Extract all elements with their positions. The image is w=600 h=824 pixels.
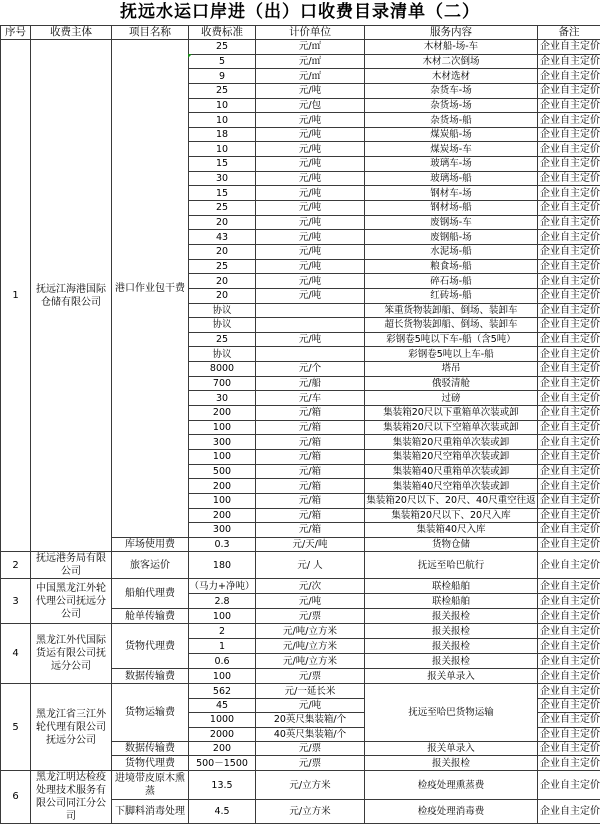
pricing-unit: 元/票 — [256, 609, 365, 624]
fee-standard: 180 — [189, 552, 256, 579]
service-content: 过磅 — [365, 391, 538, 406]
service-content: 红砖场-船 — [365, 288, 538, 303]
pricing-unit: 元/ 人 — [256, 552, 365, 579]
remark: 企业自主定价 — [538, 669, 600, 684]
remark: 企业自主定价 — [538, 215, 600, 230]
service-content: 木材船-场-车 — [365, 40, 538, 55]
service-content: 货物仓储 — [365, 537, 538, 552]
fee-standard: 13.5 — [189, 770, 256, 800]
fee-standard: 8000 — [189, 362, 256, 377]
fee-standard: 30 — [189, 391, 256, 406]
pricing-unit: 元/包 — [256, 98, 365, 113]
fee-standard: 100 — [189, 449, 256, 464]
service-content: 木材选材 — [365, 69, 538, 84]
table-row — [1, 579, 600, 594]
pricing-unit: 元/箱 — [256, 508, 365, 523]
pricing-unit: 元/立方米 — [256, 770, 365, 800]
service-content: 塔吊 — [365, 362, 538, 377]
service-content: 超长货物装卸船、倒场、装卸车 — [365, 318, 538, 333]
fee-standard: 9 — [189, 69, 256, 84]
service-content: 玻璃车-场 — [365, 157, 538, 172]
fee-standard: 18 — [189, 127, 256, 142]
pricing-unit: 元/吨 — [256, 274, 365, 289]
remark: 企业自主定价 — [538, 698, 600, 712]
pricing-unit: 元/㎡ — [256, 54, 365, 69]
pricing-unit: 元/吨 — [256, 83, 365, 98]
project-name: 数据传输费 — [112, 669, 189, 684]
fee-standard: 200 — [189, 406, 256, 421]
remark: 企业自主定价 — [538, 303, 600, 318]
header-cell-no: 序号 — [1, 26, 31, 40]
pricing-unit: 元/票 — [256, 756, 365, 770]
remark: 企业自主定价 — [538, 186, 600, 201]
fee-standard: 43 — [189, 230, 256, 245]
group-number: 1 — [1, 40, 31, 552]
project-name: 船舶代理费 — [112, 579, 189, 609]
project-name: 港口作业包干费 — [112, 40, 189, 538]
fee-standard: 2 — [189, 624, 256, 639]
pricing-unit: 元/吨/立方米 — [256, 639, 365, 654]
pricing-unit: 元/票 — [256, 669, 365, 684]
service-content: 杂货车-场 — [365, 83, 538, 98]
pricing-unit: 元/吨 — [256, 244, 365, 259]
remark: 企业自主定价 — [538, 435, 600, 450]
project-name: 数据传输费 — [112, 741, 189, 755]
project-name: 货物代理费 — [112, 756, 189, 770]
pricing-unit — [256, 318, 365, 333]
remark: 企业自主定价 — [538, 594, 600, 609]
pricing-unit: 元/吨 — [256, 230, 365, 245]
service-content: 集装箱20尺重箱单次装或卸 — [365, 435, 538, 450]
pricing-unit: 元/吨 — [256, 127, 365, 142]
fee-standard: 300 — [189, 523, 256, 538]
fee-standard: 100 — [189, 493, 256, 508]
service-content: 木材二次倒场 — [365, 54, 538, 69]
remark: 企业自主定价 — [538, 98, 600, 113]
remark: 企业自主定价 — [538, 142, 600, 157]
fee-standard: 30 — [189, 171, 256, 186]
group-number: 6 — [1, 770, 31, 823]
pricing-unit: 元/箱 — [256, 523, 365, 538]
service-content: 废钢场-车 — [365, 215, 538, 230]
remark: 企业自主定价 — [538, 40, 600, 55]
remark: 企业自主定价 — [538, 376, 600, 391]
service-content: 水泥场-船 — [365, 244, 538, 259]
pricing-unit: 元/箱 — [256, 449, 365, 464]
fee-standard: 10 — [189, 142, 256, 157]
pricing-unit — [256, 347, 365, 362]
fee-table — [0, 25, 600, 824]
project-name: 货物运输费 — [112, 684, 189, 742]
pricing-unit: 元/箱 — [256, 479, 365, 494]
remark: 企业自主定价 — [538, 230, 600, 245]
service-content: 检疫处理熏蒸费 — [365, 770, 538, 800]
table-row — [1, 40, 600, 55]
header-cell-project: 项目名称 — [112, 26, 189, 40]
fee-standard: 25 — [189, 40, 256, 55]
project-name: 舱单传输费 — [112, 609, 189, 624]
fee-entity: 抚远江海港国际仓储有限公司 — [31, 40, 112, 552]
remark: 企业自主定价 — [538, 654, 600, 669]
fee-entity: 黑龙江外代国际货运有限公司抚远分公司 — [31, 624, 112, 684]
fee-entity: 黑龙江明达检疫处理技术服务有限公司同江分公司 — [31, 770, 112, 823]
remark: 企业自主定价 — [538, 756, 600, 770]
service-content: 俄驳清舱 — [365, 376, 538, 391]
fee-standard: 5 — [189, 54, 256, 69]
service-content: 报关单录入 — [365, 669, 538, 684]
remark: 企业自主定价 — [538, 713, 600, 727]
fee-standard: 15 — [189, 186, 256, 201]
fee-standard: （马力+净吨） — [189, 579, 256, 594]
pricing-unit: 元/箱 — [256, 493, 365, 508]
pricing-unit: 元/车 — [256, 391, 365, 406]
remark: 企业自主定价 — [538, 157, 600, 172]
header-cell-price: 收费标准 — [189, 26, 256, 40]
remark: 企业自主定价 — [538, 741, 600, 755]
remark: 企业自主定价 — [538, 362, 600, 377]
remark: 企业自主定价 — [538, 464, 600, 479]
remark: 企业自主定价 — [538, 508, 600, 523]
pricing-unit: 元/次 — [256, 579, 365, 594]
service-content: 联检船舶 — [365, 594, 538, 609]
pricing-unit: 元/立方米 — [256, 800, 365, 823]
service-content: 集装箱20尺以下重箱单次装或卸 — [365, 406, 538, 421]
pricing-unit: 元/吨/立方米 — [256, 654, 365, 669]
remark: 企业自主定价 — [538, 537, 600, 552]
remark: 企业自主定价 — [538, 244, 600, 259]
table-row — [1, 552, 600, 579]
remark: 企业自主定价 — [538, 171, 600, 186]
pricing-unit: 元/吨 — [256, 698, 365, 712]
pricing-unit: 元/吨 — [256, 142, 365, 157]
header-cell-note: 备注 — [538, 26, 600, 40]
remark: 企业自主定价 — [538, 420, 600, 435]
cell-comment-marker — [188, 54, 192, 58]
pricing-unit: 元/吨 — [256, 201, 365, 216]
service-content: 钢材场-船 — [365, 201, 538, 216]
project-name: 下脚料消毒处理 — [112, 800, 189, 823]
remark: 企业自主定价 — [538, 259, 600, 274]
remark: 企业自主定价 — [538, 624, 600, 639]
remark: 企业自主定价 — [538, 332, 600, 347]
remark: 企业自主定价 — [538, 69, 600, 84]
service-content: 彩钢卷5吨以下车-船（含5吨） — [365, 332, 538, 347]
fee-standard: 45 — [189, 698, 256, 712]
remark: 企业自主定价 — [538, 347, 600, 362]
pricing-unit: 元/个 — [256, 362, 365, 377]
fee-standard: 25 — [189, 83, 256, 98]
fee-standard: 700 — [189, 376, 256, 391]
service-content: 报关报检 — [365, 639, 538, 654]
service-content: 报关报检 — [365, 609, 538, 624]
header-cell-entity: 收费主体 — [31, 26, 112, 40]
fee-standard: 15 — [189, 157, 256, 172]
fee-standard: 20 — [189, 244, 256, 259]
group-number: 3 — [1, 579, 31, 624]
remark: 企业自主定价 — [538, 288, 600, 303]
table-body — [1, 40, 600, 824]
table-row — [1, 624, 600, 639]
pricing-unit: 元/一延长米 — [256, 684, 365, 698]
remark: 企业自主定价 — [538, 201, 600, 216]
project-name: 旅客运价 — [112, 552, 189, 579]
group-number: 4 — [1, 624, 31, 684]
fee-standard: 2.8 — [189, 594, 256, 609]
group-number: 2 — [1, 552, 31, 579]
pricing-unit: 元/吨 — [256, 171, 365, 186]
pricing-unit: 元/㎡ — [256, 69, 365, 84]
service-content: 报关单录入 — [365, 741, 538, 755]
pricing-unit: 元/箱 — [256, 406, 365, 421]
pricing-unit: 元/吨 — [256, 215, 365, 230]
fee-standard: 562 — [189, 684, 256, 698]
pricing-unit: 元/箱 — [256, 435, 365, 450]
pricing-unit: 元/船 — [256, 376, 365, 391]
table-row — [1, 684, 600, 698]
remark: 企业自主定价 — [538, 727, 600, 741]
service-content: 集装箱40尺空箱单次装或卸 — [365, 479, 538, 494]
pricing-unit: 元/票 — [256, 741, 365, 755]
fee-standard: 1000 — [189, 713, 256, 727]
fee-standard: 0.6 — [189, 654, 256, 669]
service-content: 报关报检 — [365, 654, 538, 669]
pricing-unit: 元/吨 — [256, 332, 365, 347]
project-name: 库场使用费 — [112, 537, 189, 552]
remark: 企业自主定价 — [538, 113, 600, 128]
service-content: 集装箱20尺以下空箱单次装或卸 — [365, 420, 538, 435]
fee-standard: 20 — [189, 288, 256, 303]
service-content: 玻璃场-船 — [365, 171, 538, 186]
pricing-unit: 元/吨/立方米 — [256, 624, 365, 639]
pricing-unit: 元/吨 — [256, 594, 365, 609]
fee-standard: 200 — [189, 741, 256, 755]
service-content: 报关报检 — [365, 756, 538, 770]
fee-standard: 25 — [189, 201, 256, 216]
page-title: 抚远水运口岸进（出）口收费目录清单（二） — [0, 0, 600, 25]
pricing-unit: 元/天/吨 — [256, 537, 365, 552]
remark: 企业自主定价 — [538, 639, 600, 654]
fee-entity: 黑龙江省三江外轮代理有限公司抚远分公司 — [31, 684, 112, 770]
fee-standard: 300 — [189, 435, 256, 450]
fee-standard: 1 — [189, 639, 256, 654]
remark: 企业自主定价 — [538, 406, 600, 421]
fee-standard: 200 — [189, 479, 256, 494]
service-content: 煤炭场-车 — [365, 142, 538, 157]
pricing-unit: 40英尺集装箱/个 — [256, 727, 365, 741]
pricing-unit: 元/吨 — [256, 288, 365, 303]
fee-standard: 10 — [189, 113, 256, 128]
service-content: 彩钢卷5吨以上车-船 — [365, 347, 538, 362]
service-content: 报关报检 — [365, 624, 538, 639]
service-content: 集装箱40尺入库 — [365, 523, 538, 538]
remark: 企业自主定价 — [538, 800, 600, 823]
service-content: 检疫处理消毒费 — [365, 800, 538, 823]
pricing-unit: 元/吨 — [256, 259, 365, 274]
remark: 企业自主定价 — [538, 770, 600, 800]
pricing-unit: 元/箱 — [256, 464, 365, 479]
remark: 企业自主定价 — [538, 391, 600, 406]
fee-standard: 25 — [189, 259, 256, 274]
remark: 企业自主定价 — [538, 552, 600, 579]
service-content: 抚远至哈巴航行 — [365, 552, 538, 579]
remark: 企业自主定价 — [538, 83, 600, 98]
remark: 企业自主定价 — [538, 127, 600, 142]
pricing-unit — [256, 303, 365, 318]
fee-standard: 100 — [189, 420, 256, 435]
fee-standard: 500 — [189, 464, 256, 479]
service-content: 煤炭船-场 — [365, 127, 538, 142]
remark: 企业自主定价 — [538, 449, 600, 464]
service-content: 集装箱20尺以下、20尺、40尺重空往返 — [365, 493, 538, 508]
fee-entity: 抚远港务局有限公司 — [31, 552, 112, 579]
service-content: 碎石场-船 — [365, 274, 538, 289]
remark: 企业自主定价 — [538, 54, 600, 69]
pricing-unit: 元/吨 — [256, 113, 365, 128]
project-name: 进境带皮原木熏蒸 — [112, 770, 189, 800]
header-cell-unit: 计价单位 — [256, 26, 365, 40]
remark: 企业自主定价 — [538, 579, 600, 594]
service-content: 钢材车-场 — [365, 186, 538, 201]
fee-standard: 协议 — [189, 318, 256, 333]
service-content: 废钢船-场 — [365, 230, 538, 245]
service-content: 粮食场-船 — [365, 259, 538, 274]
remark: 企业自主定价 — [538, 493, 600, 508]
fee-standard: 2000 — [189, 727, 256, 741]
remark: 企业自主定价 — [538, 274, 600, 289]
fee-standard: 100 — [189, 609, 256, 624]
fee-standard: 4.5 — [189, 800, 256, 823]
fee-standard: 10 — [189, 98, 256, 113]
group-number: 5 — [1, 684, 31, 770]
fee-standard: 20 — [189, 274, 256, 289]
service-content: 笨重货物装卸船、倒场、装卸车 — [365, 303, 538, 318]
service-content: 联检船舶 — [365, 579, 538, 594]
fee-standard: 500－1500 — [189, 756, 256, 770]
fee-standard: 100 — [189, 669, 256, 684]
service-content: 抚远至哈巴货物运输 — [365, 684, 538, 742]
header-row — [1, 26, 600, 40]
fee-standard: 0.3 — [189, 537, 256, 552]
pricing-unit: 元/㎡ — [256, 40, 365, 55]
fee-standard: 200 — [189, 508, 256, 523]
pricing-unit: 元/吨 — [256, 157, 365, 172]
remark: 企业自主定价 — [538, 523, 600, 538]
remark: 企业自主定价 — [538, 479, 600, 494]
remark: 企业自主定价 — [538, 684, 600, 698]
service-content: 集装箱40尺重箱单次装或卸 — [365, 464, 538, 479]
fee-standard: 协议 — [189, 347, 256, 362]
pricing-unit: 元/箱 — [256, 420, 365, 435]
project-name: 货物代理费 — [112, 624, 189, 669]
fee-standard: 协议 — [189, 303, 256, 318]
service-content: 集装箱20尺以下、20尺入库 — [365, 508, 538, 523]
service-content: 杂货场-船 — [365, 113, 538, 128]
pricing-unit: 元/吨 — [256, 186, 365, 201]
table-row — [1, 770, 600, 800]
service-content: 集装箱20尺空箱单次装或卸 — [365, 449, 538, 464]
fee-entity: 中国黑龙江外轮代理公司抚远分公司 — [31, 579, 112, 624]
service-content: 杂货场-场 — [365, 98, 538, 113]
remark: 企业自主定价 — [538, 318, 600, 333]
remark: 企业自主定价 — [538, 609, 600, 624]
fee-standard: 20 — [189, 215, 256, 230]
fee-standard: 25 — [189, 332, 256, 347]
header-cell-service: 服务内容 — [365, 26, 538, 40]
pricing-unit: 20英尺集装箱/个 — [256, 713, 365, 727]
